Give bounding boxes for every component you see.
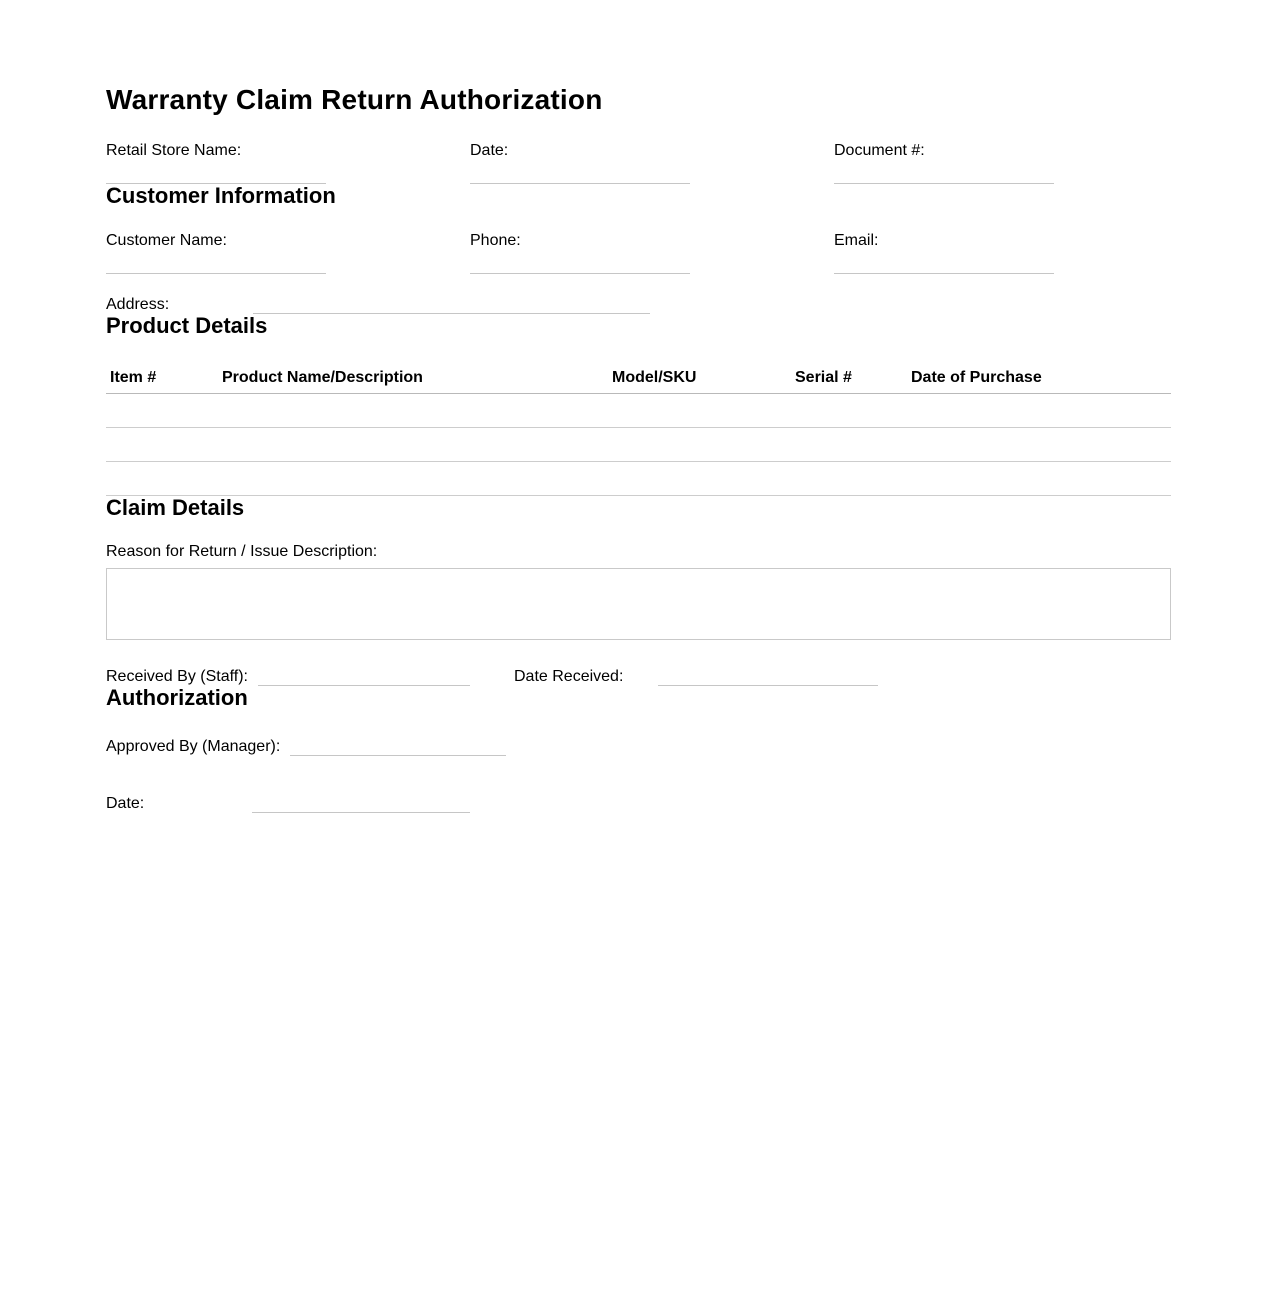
reason-for-return-label: Reason for Return / Issue Description:	[106, 543, 378, 560]
section-heading-customer-information: Customer Information	[106, 183, 336, 208]
field-customer-name	[106, 231, 326, 274]
reason-for-return-textarea[interactable]	[106, 568, 1171, 640]
table-cell[interactable]	[907, 462, 1171, 496]
document-number-input[interactable]	[834, 160, 1054, 184]
date-received-label: Date Received:	[514, 668, 624, 685]
table-cell[interactable]	[791, 462, 907, 496]
received-row	[106, 668, 1171, 686]
table-cell[interactable]	[106, 394, 218, 428]
product-table	[106, 369, 1171, 496]
column-header-serial-number: Serial #	[791, 369, 907, 394]
column-header-item-number: Item #	[106, 369, 218, 394]
date-label: Date:	[470, 142, 509, 159]
retail-store-name-label: Retail Store Name:	[106, 142, 242, 159]
approved-by-row	[106, 738, 1171, 756]
received-by-input[interactable]	[258, 671, 470, 686]
address-input[interactable]	[253, 299, 650, 314]
customer-fields-row	[106, 231, 1171, 274]
customer-name-label: Customer Name:	[106, 232, 227, 249]
page-title: Warranty Claim Return Authorization	[106, 84, 603, 115]
header-fields-row	[106, 141, 1171, 184]
approved-by-input[interactable]	[290, 741, 506, 756]
table-cell[interactable]	[608, 462, 791, 496]
column-header-model-sku: Model/SKU	[608, 369, 791, 394]
field-address	[106, 296, 1171, 314]
section-heading-product-details: Product Details	[106, 313, 268, 338]
field-email	[834, 231, 1054, 274]
table-cell[interactable]	[791, 428, 907, 462]
table-cell[interactable]	[106, 462, 218, 496]
field-retail-store-name	[106, 141, 326, 184]
table-cell[interactable]	[791, 394, 907, 428]
retail-store-name-input[interactable]	[106, 160, 326, 184]
column-header-product-name-description: Product Name/Description	[218, 369, 608, 394]
phone-label: Phone:	[470, 232, 521, 249]
table-cell[interactable]	[907, 394, 1171, 428]
phone-input[interactable]	[470, 250, 690, 274]
customer-name-input[interactable]	[106, 250, 326, 274]
table-cell[interactable]	[218, 394, 608, 428]
authorization-date-row	[106, 795, 1171, 813]
date-received-input[interactable]	[658, 671, 878, 686]
table-row	[106, 428, 1171, 462]
section-heading-claim-details: Claim Details	[106, 495, 245, 520]
table-row	[106, 394, 1171, 428]
received-by-label: Received By (Staff):	[106, 668, 248, 685]
table-cell[interactable]	[907, 428, 1171, 462]
table-cell[interactable]	[106, 428, 218, 462]
table-cell[interactable]	[608, 428, 791, 462]
product-table-body	[106, 394, 1171, 496]
email-input[interactable]	[834, 250, 1054, 274]
authorization-date-label: Date:	[106, 795, 145, 812]
authorization-date-input[interactable]	[252, 798, 470, 813]
table-cell[interactable]	[218, 462, 608, 496]
table-row	[106, 462, 1171, 496]
table-cell[interactable]	[608, 394, 791, 428]
table-cell[interactable]	[218, 428, 608, 462]
approved-by-label: Approved By (Manager):	[106, 738, 281, 755]
product-table-header	[106, 369, 1171, 394]
document-number-label: Document #:	[834, 142, 925, 159]
address-label: Address:	[106, 296, 170, 313]
column-header-date-of-purchase: Date of Purchase	[907, 369, 1171, 394]
date-input[interactable]	[470, 160, 690, 184]
field-phone	[470, 231, 690, 274]
field-document-number	[834, 141, 1054, 184]
email-label: Email:	[834, 232, 879, 249]
field-date	[470, 141, 690, 184]
section-heading-authorization: Authorization	[106, 685, 248, 710]
